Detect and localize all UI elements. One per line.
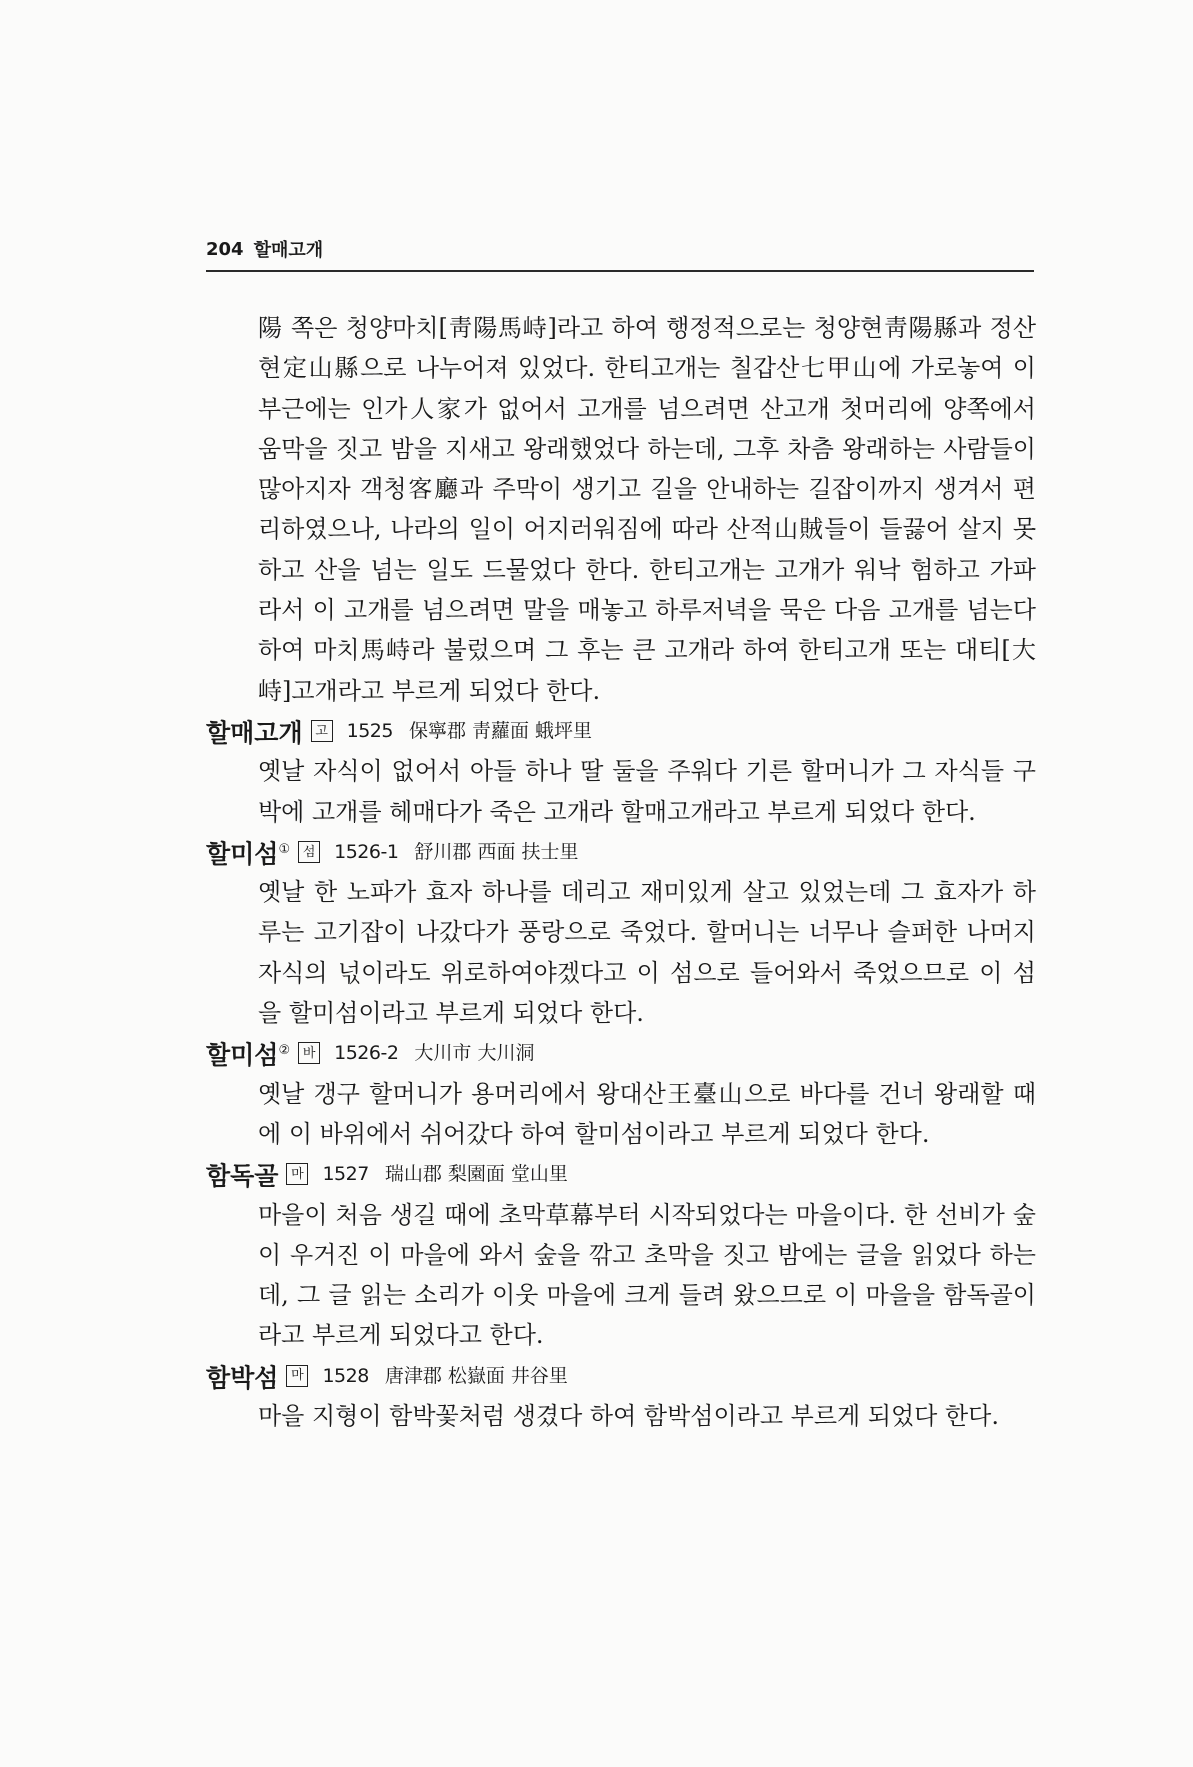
entry-location: 舒川郡 西面 扶士里	[414, 840, 579, 863]
entry-name: 할미섬①	[206, 839, 291, 869]
entry-type-badge: 섬	[298, 841, 320, 863]
entry-location: 保寧郡 靑蘿面 蛾坪里	[408, 719, 593, 742]
entry	[206, 832, 1036, 1033]
intro-paragraph: 陽 쪽은 청양마치[靑陽馬峙]라고 하여 행정적으로는 청양현靑陽縣과 정산현定山縣으로 나누어져 있었다. 한티고개는 칠갑산七甲山에 가로놓여 이 부근에는 인가人家가 없어서 고개를 넘으려면 산고개 첫머리에 양쪽에서 움막을 짓고 밤을 지새고 왕래했었다 하는데, 그후 차츰 왕래하는 사람들이 많아지자 객청客廳과 주막이 생기고 길을 안내하는 길잡이까지 생겨서 편리하였으나, 나라의 일이 어지러워짐에 따라 산적山賊들이 들끓어 살지 못하고 산을 넘는 일도 드물었다 한다. 한티고개는 고개가 워낙 험하고 가파라서 이 고개를 넘으려면 말을 매놓고 하루저녁을 묵은 다음 고개를 넘는다 하여 마치馬峙라 불렀으며 그 후는 큰 고개라 하여 한티고개 또는 대티[大峙]고개라고 부르게 되었다 한다.	[258, 314, 1036, 705]
entry-location: 唐津郡 松嶽面 井谷里	[384, 1364, 568, 1387]
entry-name: 할매고개	[206, 718, 303, 748]
entry-location: 大川市 大川洞	[414, 1042, 535, 1065]
entry	[206, 1154, 1036, 1355]
entry-code: 1526-2	[334, 1042, 399, 1065]
entry-heading	[206, 1356, 1036, 1396]
entry-heading	[206, 832, 1036, 872]
entry-text: 옛날 갱구 할머니가 용머리에서 왕대산王臺山으로 바다를 건너 왕래할 때에 이 바위에서 쉬어갔다 하여 할미섬이라고 부르게 되었다 한다.	[258, 1079, 1036, 1148]
entry-location: 瑞山郡 梨園面 堂山里	[384, 1163, 568, 1186]
entry-type-badge: 고	[311, 720, 333, 742]
entry-heading	[206, 711, 1036, 751]
entry-code: 1525	[346, 719, 393, 742]
entry-code: 1526-1	[334, 840, 399, 863]
entry-text: 옛날 한 노파가 효자 하나를 데리고 재미있게 살고 있었는데 그 효자가 하루는 고기잡이 나갔다가 풍랑으로 죽었다. 할머니는 너무나 슬퍼한 나머지 자식의 넋이라도 위로하여야겠다고 이 섬으로 들어와서 죽었으므로 이 섬을 할미섬이라고 부르게 되었다 한다.	[258, 878, 1036, 1028]
entry-text: 마을이 처음 생길 때에 초막草幕부터 시작되었다는 마을이다. 한 선비가 숲이 우거진 이 마을에 와서 숲을 깎고 초막을 짓고 밤에는 글을 읽었다 하는데, 그 글 읽는 소리가 이웃 마을에 크게 들려 왔으므로 이 마을을 함독골이라고 부르게 되었다고 한다.	[258, 1200, 1036, 1350]
entry-type-badge: 마	[286, 1163, 308, 1185]
entry	[206, 711, 1036, 832]
entry-type-badge: 바	[298, 1042, 320, 1064]
entry	[206, 1033, 1036, 1154]
entry-type-badge: 마	[286, 1365, 308, 1387]
entry-name: 함독골	[206, 1161, 279, 1191]
entry-text: 옛날 자식이 없어서 아들 하나 딸 둘을 주워다 기른 할머니가 그 자식들 구박에 고개를 헤매다가 죽은 고개라 할매고개라고 부르게 되었다 한다.	[258, 757, 1036, 826]
entry-name: 함박섬	[206, 1362, 279, 1392]
entry	[206, 1356, 1036, 1437]
entry-code: 1527	[322, 1163, 369, 1186]
page-body	[206, 308, 1036, 1436]
entry-name: 할미섬②	[206, 1040, 291, 1070]
entry-text: 마을 지형이 함박꽃처럼 생겼다 하여 함박섬이라고 부르게 되었다 한다.	[258, 1402, 999, 1431]
entry-code: 1528	[322, 1364, 369, 1387]
running-title: 할매고개	[253, 240, 324, 261]
page-header	[206, 228, 1034, 272]
entry-heading	[206, 1033, 1036, 1073]
entry-heading	[206, 1154, 1036, 1194]
page-number: 204	[206, 238, 244, 260]
